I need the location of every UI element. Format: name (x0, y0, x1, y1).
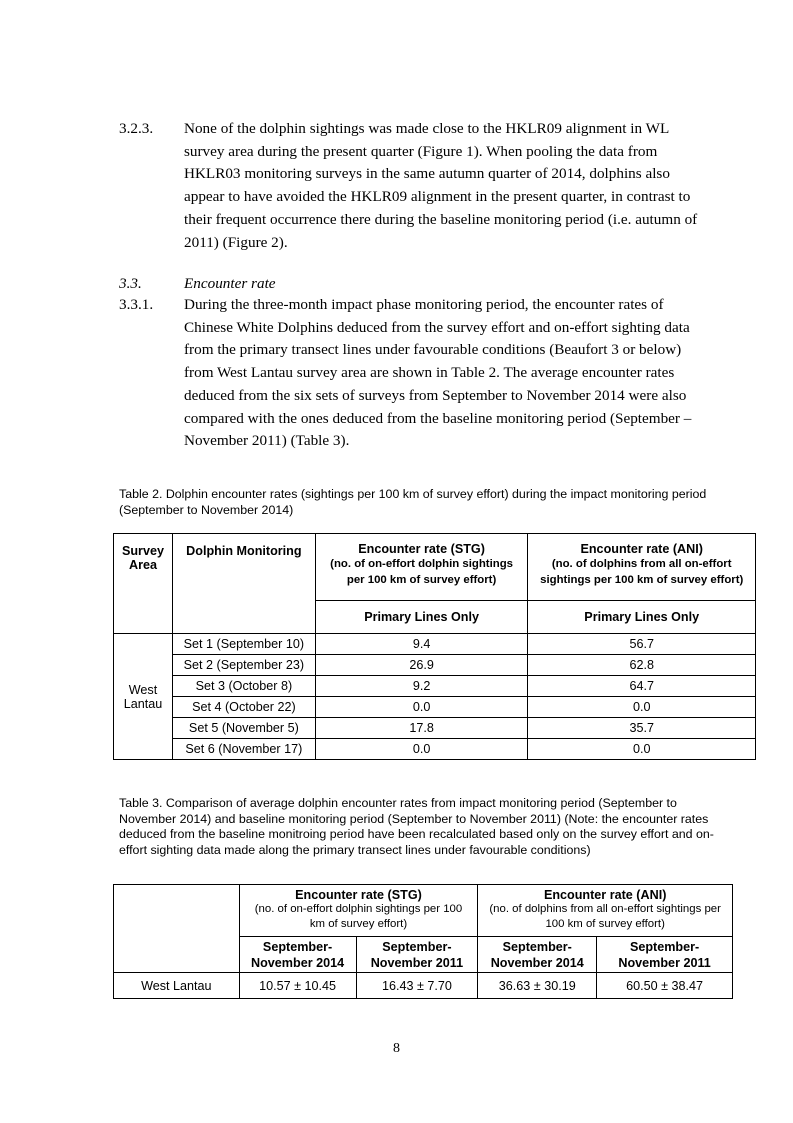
table-row (114, 718, 756, 739)
set-cell: Set 6 (November 17) (172, 739, 315, 760)
paragraph-text: During the three-month impact phase monitoring period, the encounter rates of Chinese White Dolphins deduced from the survey effort and on-effort sighting data from the primary transect lines under favourable conditions (Beaufort 3 or below) from West Lantau survey area are shown in Table 2. The average encounter rates deduced from the six sets of surveys from September to November 2014 were also compared with the ones deduced from the baseline monitoring period (September – November 2011) (Table 3). (184, 296, 692, 450)
col-header-area: Survey Area (114, 534, 173, 634)
col-header-ani-title: Encounter rate (ANI) (580, 542, 703, 556)
table-row (114, 655, 756, 676)
table-row (114, 676, 756, 697)
value-cell: 10.57 ± 10.45 (239, 973, 356, 999)
col-header-ani (528, 534, 756, 601)
stg-cell: 9.2 (315, 676, 528, 697)
empty-corner-cell (114, 885, 240, 973)
set-cell: Set 4 (October 22) (172, 697, 315, 718)
value-cell: 36.63 ± 30.19 (478, 973, 597, 999)
section-number: 3.3. (119, 275, 142, 292)
stg-cell: 0.0 (315, 697, 528, 718)
area-cell: West Lantau (114, 634, 173, 760)
table-row (114, 973, 733, 999)
table-row (114, 697, 756, 718)
col-header-ani-title: Encounter rate (ANI) (543, 888, 667, 902)
period-header: September-November 2011 (597, 937, 733, 973)
set-cell: Set 2 (September 23) (172, 655, 315, 676)
row-label: West Lantau (114, 973, 240, 999)
set-cell: Set 5 (November 5) (172, 718, 315, 739)
col-header-ani-subtitle: (no. of dolphins from all on-effort sightings per 100 km of survey effort) (540, 558, 744, 586)
col-header-monitoring: Dolphin Monitoring (172, 534, 315, 634)
col-header-stg-subtitle: (no. of on-effort dolphin sightings per 100 km of survey effort) (254, 903, 463, 930)
col-header-ani-subtitle: (no. of dolphins from all on-effort sightings per 100 km of survey effort) (489, 903, 721, 930)
subheader-stg: Primary Lines Only (315, 601, 528, 634)
paragraph-text: None of the dolphin sightings was made close to the HKLR09 alignment in WL survey area during the present quarter (Figure 1). When pooling the data from HKLR03 monitoring surveys in the same autumn quarter of 2014, dolphins also appear to have avoided the HKLR09 alignment in the present quarter, in contrast to their frequent occurrence there during the baseline monitoring period (i.e. autumn of 2011) (Figure 2). (184, 120, 698, 251)
table-row (114, 739, 756, 760)
col-header-stg (239, 885, 478, 937)
section-heading-3-3 (119, 275, 276, 293)
stg-cell: 17.8 (315, 718, 528, 739)
col-header-stg (315, 534, 528, 601)
table-3 (113, 884, 733, 999)
value-cell: 16.43 ± 7.70 (356, 973, 478, 999)
set-cell: Set 1 (September 10) (172, 634, 315, 655)
ani-cell: 35.7 (528, 718, 756, 739)
period-header: September-November 2014 (239, 937, 356, 973)
stg-cell: 9.4 (315, 634, 528, 655)
col-header-stg-title: Encounter rate (STG) (295, 888, 422, 902)
page-number: 8 (393, 1041, 400, 1056)
ani-cell: 56.7 (528, 634, 756, 655)
value-cell: 60.50 ± 38.47 (597, 973, 733, 999)
section-title: Encounter rate (184, 275, 276, 292)
ani-cell: 62.8 (528, 655, 756, 676)
table-row (114, 634, 756, 655)
table-2 (113, 533, 756, 760)
col-header-stg-title: Encounter rate (STG) (358, 542, 485, 556)
stg-cell: 26.9 (315, 655, 528, 676)
col-header-stg-subtitle: (no. of on-effort dolphin sightings per 100 km of survey effort) (330, 558, 513, 586)
period-header: September-November 2014 (478, 937, 597, 973)
col-header-ani (478, 885, 733, 937)
paragraph-number: 3.3.1. (119, 296, 154, 313)
set-cell: Set 3 (October 8) (172, 676, 315, 697)
ani-cell: 0.0 (528, 739, 756, 760)
paragraph-3-2-3 (119, 118, 699, 254)
ani-cell: 64.7 (528, 676, 756, 697)
stg-cell: 0.0 (315, 739, 528, 760)
table-3-caption: Table 3. Comparison of average dolphin encounter rates from impact monitoring period (September to November 2014) and baseline monitoring period (September to November 2011) (Note: the encounter rates deduced from the baseline monitroing period have been recalculated based only on the survey effort and on-effort sighting data made along the primary transect lines under favourable conditions) (119, 796, 714, 857)
period-header: September-November 2011 (356, 937, 478, 973)
paragraph-number: 3.2.3. (119, 120, 154, 137)
subheader-ani: Primary Lines Only (528, 601, 756, 634)
ani-cell: 0.0 (528, 697, 756, 718)
table-2-caption: Table 2. Dolphin encounter rates (sightings per 100 km of survey effort) during the impact monitoring period (September to November 2014) (119, 487, 707, 517)
paragraph-3-3-1 (119, 294, 699, 453)
